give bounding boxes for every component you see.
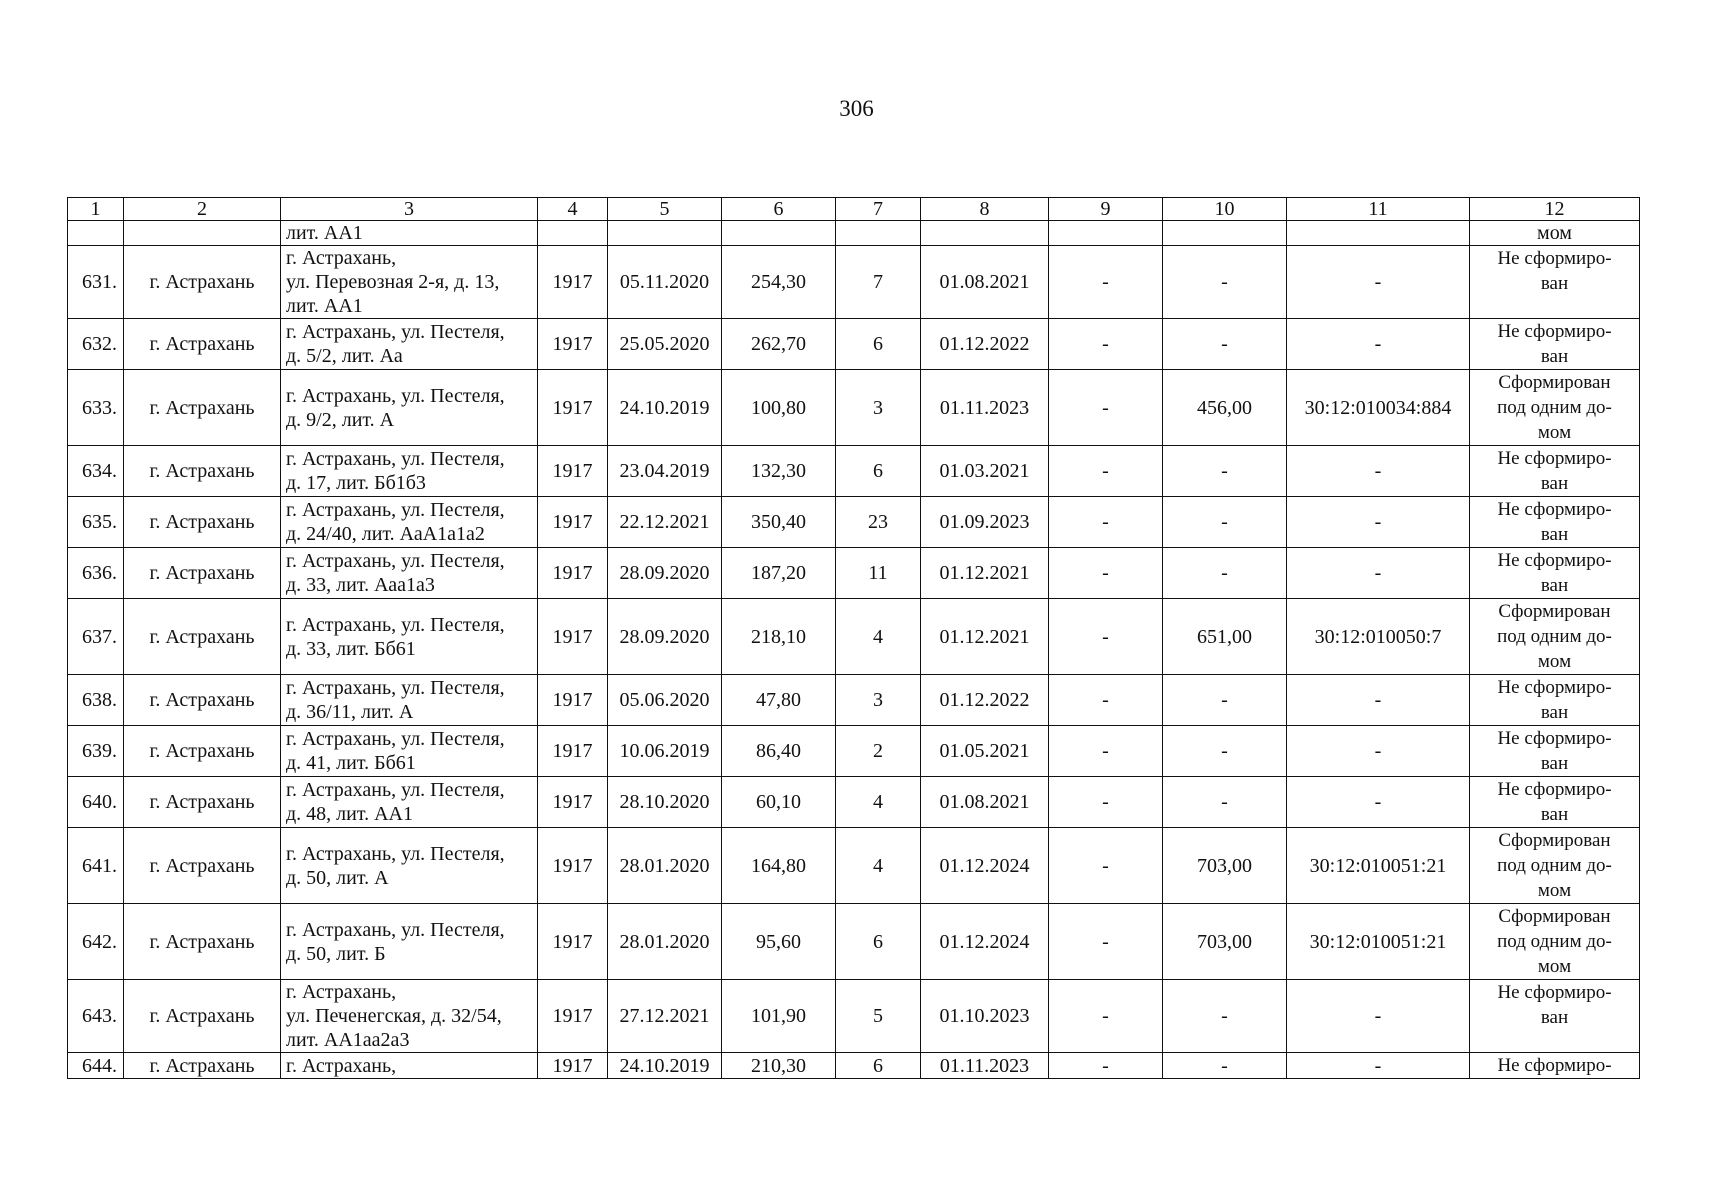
city-cell: г. Астрахань	[124, 497, 281, 548]
table-row	[68, 777, 1640, 828]
address-cell-line: д. 41, лит. Бб61	[286, 752, 416, 774]
table-row	[68, 599, 1640, 675]
deadline-cell: 01.11.2023	[921, 370, 1049, 446]
column-9-cell: -	[1049, 319, 1163, 370]
cadastral-number-cell: -	[1287, 497, 1470, 548]
address-cell-line: д. 33, лит. Ааа1а3	[286, 574, 435, 596]
table-row	[68, 497, 1640, 548]
row-number-cell: 640.	[68, 777, 124, 828]
year-cell: 1917	[538, 319, 608, 370]
status-cell-line: ван	[1540, 473, 1569, 494]
land-area-cell: -	[1163, 548, 1287, 599]
column-9-cell: -	[1049, 446, 1163, 497]
address-cell	[281, 726, 538, 777]
address-cell-line: г. Астрахань, ул. Пестеля,	[286, 918, 505, 941]
address-cell-line: лит. АА1	[286, 295, 363, 317]
status-cell-line: Сформирован	[1498, 601, 1611, 622]
count-cell: 11	[836, 548, 921, 599]
column-header: 7	[836, 198, 921, 221]
row-number-cell: 639.	[68, 726, 124, 777]
status-cell-line: ван	[1540, 575, 1569, 596]
status-cell-line: под одним до-	[1497, 397, 1612, 418]
year-cell: 1917	[538, 726, 608, 777]
column-number-row	[68, 198, 1640, 221]
address-cell	[281, 777, 538, 828]
table-row	[68, 828, 1640, 904]
row-number-cell: 641.	[68, 828, 124, 904]
count-cell: 6	[836, 319, 921, 370]
area-cell: 47,80	[722, 675, 836, 726]
status-cell-line: Не сформиро-	[1497, 1055, 1612, 1076]
year-cell: 1917	[538, 675, 608, 726]
status-cell-line: ван	[1540, 273, 1569, 294]
status-cell-line: ван	[1540, 346, 1569, 367]
table-row	[68, 980, 1640, 1053]
cadastral-number-cell: -	[1287, 777, 1470, 828]
city-cell: г. Астрахань	[124, 319, 281, 370]
address-cell-line: г. Астрахань, ул. Пестеля,	[286, 499, 505, 521]
address-cell-line: г. Астрахань,	[286, 981, 397, 1003]
address-cell-line: г. Астрахань, ул. Пестеля,	[286, 613, 505, 636]
year-cell: 1917	[538, 246, 608, 319]
deadline-cell: 01.12.2024	[921, 828, 1049, 904]
row-number-cell: 634.	[68, 446, 124, 497]
status-cell	[1470, 777, 1640, 828]
empty-cell	[921, 221, 1049, 246]
address-cell-line: д. 36/11, лит. А	[286, 701, 414, 723]
status-cell-line: Не сформиро-	[1497, 321, 1612, 342]
year-cell: 1917	[538, 828, 608, 904]
year-cell: 1917	[538, 1053, 608, 1079]
column-9-cell: -	[1049, 246, 1163, 319]
address-cell	[281, 904, 538, 980]
address-cell-line: г. Астрахань, ул. Пестеля,	[286, 448, 505, 470]
deadline-cell: 01.10.2023	[921, 980, 1049, 1053]
count-cell: 4	[836, 828, 921, 904]
deadline-cell: 01.12.2022	[921, 319, 1049, 370]
cadastral-number-cell: 30:12:010050:7	[1287, 599, 1470, 675]
deadline-cell: 01.05.2021	[921, 726, 1049, 777]
cadastral-number-cell: 30:12:010051:21	[1287, 904, 1470, 980]
address-cell-line: ул. Печенегская, д. 32/54,	[286, 1005, 502, 1027]
table-row	[68, 1053, 1640, 1079]
address-cell	[281, 319, 538, 370]
area-cell: 254,30	[722, 246, 836, 319]
status-cell	[1470, 828, 1640, 904]
row-number-cell: 635.	[68, 497, 124, 548]
status-cell-line: ван	[1540, 702, 1569, 723]
status-cell	[1470, 370, 1640, 446]
column-header: 10	[1163, 198, 1287, 221]
empty-cell	[1163, 221, 1287, 246]
address-cell	[281, 548, 538, 599]
count-cell: 6	[836, 1053, 921, 1079]
year-cell: 1917	[538, 497, 608, 548]
count-cell: 3	[836, 675, 921, 726]
area-cell: 210,30	[722, 1053, 836, 1079]
land-area-cell: -	[1163, 497, 1287, 548]
date-cell: 27.12.2021	[608, 980, 722, 1053]
date-cell: 28.01.2020	[608, 904, 722, 980]
city-cell: г. Астрахань	[124, 828, 281, 904]
date-cell: 24.10.2019	[608, 1053, 722, 1079]
deadline-cell: 01.11.2023	[921, 1053, 1049, 1079]
column-header: 4	[538, 198, 608, 221]
cadastral-number-cell: -	[1287, 246, 1470, 319]
address-cell-line: д. 33, лит. Бб61	[286, 637, 416, 660]
status-cell-line: Не сформиро-	[1497, 448, 1612, 469]
row-number-cell: 632.	[68, 319, 124, 370]
date-cell: 22.12.2021	[608, 497, 722, 548]
city-cell: г. Астрахань	[124, 446, 281, 497]
address-cell	[281, 675, 538, 726]
address-cell-line: лит. АА1аа2а3	[286, 1029, 410, 1051]
land-area-cell: 703,00	[1163, 828, 1287, 904]
row-number-cell: 631.	[68, 246, 124, 319]
status-cell	[1470, 726, 1640, 777]
status-cell	[1470, 980, 1640, 1053]
table-row	[68, 904, 1640, 980]
date-cell: 28.09.2020	[608, 548, 722, 599]
table-row	[68, 675, 1640, 726]
table-body	[68, 198, 1640, 1079]
area-cell: 101,90	[722, 980, 836, 1053]
empty-cell	[68, 221, 124, 246]
row-number-cell: 636.	[68, 548, 124, 599]
city-cell: г. Астрахань	[124, 548, 281, 599]
city-cell: г. Астрахань	[124, 980, 281, 1053]
land-area-cell: -	[1163, 675, 1287, 726]
count-cell: 3	[836, 370, 921, 446]
empty-cell	[722, 221, 836, 246]
address-cell-line: д. 24/40, лит. АаА1а1а2	[286, 523, 485, 545]
city-cell: г. Астрахань	[124, 777, 281, 828]
table-row	[68, 370, 1640, 446]
cadastral-number-cell: -	[1287, 1053, 1470, 1079]
status-cell-line: мом	[1537, 880, 1572, 901]
column-9-cell: -	[1049, 726, 1163, 777]
empty-cell	[124, 221, 281, 246]
column-header: 3	[281, 198, 538, 221]
column-header: 9	[1049, 198, 1163, 221]
table-row	[68, 726, 1640, 777]
deadline-cell: 01.03.2021	[921, 446, 1049, 497]
empty-cell	[1049, 221, 1163, 246]
address-cell-line: ул. Перевозная 2-я, д. 13,	[286, 271, 500, 293]
deadline-cell: 01.08.2021	[921, 777, 1049, 828]
count-cell: 7	[836, 246, 921, 319]
cadastral-number-cell: -	[1287, 675, 1470, 726]
status-cell	[1470, 599, 1640, 675]
row-number-cell: 643.	[68, 980, 124, 1053]
column-9-cell: -	[1049, 675, 1163, 726]
city-cell: г. Астрахань	[124, 675, 281, 726]
date-cell: 05.11.2020	[608, 246, 722, 319]
year-cell: 1917	[538, 548, 608, 599]
column-9-cell: -	[1049, 980, 1163, 1053]
column-header: 11	[1287, 198, 1470, 221]
address-cell-line: г. Астрахань, ул. Пестеля,	[286, 779, 505, 801]
status-cell-line: мом	[1537, 651, 1572, 672]
deadline-cell: 01.12.2021	[921, 599, 1049, 675]
row-number-cell: 644.	[68, 1053, 124, 1079]
address-cell-line: д. 5/2, лит. Аа	[286, 345, 403, 367]
status-cell-line: Не сформиро-	[1497, 982, 1612, 1003]
status-cell-line: ван	[1540, 753, 1569, 774]
address-cell	[281, 828, 538, 904]
column-9-cell: -	[1049, 777, 1163, 828]
year-cell: 1917	[538, 446, 608, 497]
status-cell-line: ван	[1540, 524, 1569, 545]
address-cell	[281, 980, 538, 1053]
empty-cell	[538, 221, 608, 246]
land-area-cell: -	[1163, 726, 1287, 777]
status-cell	[1470, 246, 1640, 319]
cadastral-number-cell: -	[1287, 726, 1470, 777]
page-number: 306	[839, 96, 874, 121]
count-cell: 2	[836, 726, 921, 777]
address-cell-line: г. Астрахань, ул. Пестеля,	[286, 728, 505, 750]
deadline-cell: 01.09.2023	[921, 497, 1049, 548]
address-cell-line: д. 9/2, лит. А	[286, 408, 395, 431]
city-cell: г. Астрахань	[124, 599, 281, 675]
status-cell-line: под одним до-	[1497, 626, 1612, 647]
status-cell-line: Сформирован	[1498, 906, 1611, 927]
status-cell-line: мом	[1537, 956, 1572, 977]
date-cell: 05.06.2020	[608, 675, 722, 726]
city-cell: г. Астрахань	[124, 370, 281, 446]
area-cell: 262,70	[722, 319, 836, 370]
address-cell-line: д. 17, лит. Бб1б3	[286, 472, 426, 494]
status-cell	[1470, 1053, 1640, 1079]
address-cell	[281, 446, 538, 497]
column-9-cell: -	[1049, 904, 1163, 980]
status-cell	[1470, 446, 1640, 497]
deadline-cell: 01.12.2024	[921, 904, 1049, 980]
address-cell-line: г. Астрахань, ул. Пестеля,	[286, 550, 505, 572]
row-number-cell: 637.	[68, 599, 124, 675]
status-cell	[1470, 548, 1640, 599]
cadastral-number-cell: -	[1287, 980, 1470, 1053]
status-cell	[1470, 319, 1640, 370]
row-number-cell: 642.	[68, 904, 124, 980]
date-cell: 24.10.2019	[608, 370, 722, 446]
column-9-cell: -	[1049, 1053, 1163, 1079]
address-cell-line: д. 48, лит. АА1	[286, 803, 413, 825]
column-header: 8	[921, 198, 1049, 221]
table-row	[68, 246, 1640, 319]
column-9-cell: -	[1049, 828, 1163, 904]
count-cell: 4	[836, 599, 921, 675]
empty-cell	[836, 221, 921, 246]
count-cell: 6	[836, 446, 921, 497]
city-cell: г. Астрахань	[124, 1053, 281, 1079]
address-cell	[281, 497, 538, 548]
city-cell: г. Астрахань	[124, 726, 281, 777]
column-9-cell: -	[1049, 370, 1163, 446]
address-cell-line: г. Астрахань, ул. Пестеля,	[286, 842, 505, 865]
area-cell: 100,80	[722, 370, 836, 446]
column-header: 6	[722, 198, 836, 221]
area-cell: 187,20	[722, 548, 836, 599]
address-cell-line: г. Астрахань, ул. Пестеля,	[286, 321, 505, 343]
deadline-cell: 01.12.2021	[921, 548, 1049, 599]
count-cell: 6	[836, 904, 921, 980]
land-area-cell: -	[1163, 1053, 1287, 1079]
cadastral-number-cell: -	[1287, 319, 1470, 370]
status-cell-line: Не сформиро-	[1497, 499, 1612, 520]
row-number-cell: 633.	[68, 370, 124, 446]
status-cell	[1470, 675, 1640, 726]
date-cell: 25.05.2020	[608, 319, 722, 370]
count-cell: 23	[836, 497, 921, 548]
status-cell-line: Не сформиро-	[1497, 728, 1612, 749]
land-area-cell: 651,00	[1163, 599, 1287, 675]
status-cell-line: Не сформиро-	[1497, 248, 1612, 269]
column-9-cell: -	[1049, 548, 1163, 599]
year-cell: 1917	[538, 599, 608, 675]
deadline-cell: 01.08.2021	[921, 246, 1049, 319]
table-row	[68, 548, 1640, 599]
land-area-cell: -	[1163, 319, 1287, 370]
column-9-cell: -	[1049, 599, 1163, 675]
land-area-cell: 456,00	[1163, 370, 1287, 446]
address-cell	[281, 370, 538, 446]
status-cell	[1470, 904, 1640, 980]
table-row	[68, 319, 1640, 370]
status-cell-line: мом	[1537, 422, 1572, 443]
land-area-cell: 703,00	[1163, 904, 1287, 980]
land-area-cell: -	[1163, 980, 1287, 1053]
empty-cell	[1287, 221, 1470, 246]
land-area-cell: -	[1163, 777, 1287, 828]
column-header: 5	[608, 198, 722, 221]
continuation-row	[68, 221, 1640, 246]
column-header: 12	[1470, 198, 1640, 221]
registry-table	[67, 197, 1640, 1079]
count-cell: 5	[836, 980, 921, 1053]
address-cell	[281, 599, 538, 675]
year-cell: 1917	[538, 370, 608, 446]
status-cell-line: ван	[1540, 1007, 1569, 1028]
area-cell: 60,10	[722, 777, 836, 828]
table-row	[68, 446, 1640, 497]
area-cell: 132,30	[722, 446, 836, 497]
empty-cell	[608, 221, 722, 246]
address-cell-line: д. 50, лит. А	[286, 866, 389, 889]
address-cell: лит. АА1	[281, 221, 538, 246]
status-cell-line: Не сформиро-	[1497, 550, 1612, 571]
date-cell: 10.06.2019	[608, 726, 722, 777]
column-header: 1	[68, 198, 124, 221]
city-cell: г. Астрахань	[124, 904, 281, 980]
status-cell-line: Не сформиро-	[1497, 677, 1612, 698]
status-cell-line: под одним до-	[1497, 855, 1612, 876]
address-cell-line: г. Астрахань,	[286, 1054, 397, 1077]
address-cell	[281, 246, 538, 319]
cadastral-number-cell: -	[1287, 548, 1470, 599]
address-cell-line: д. 50, лит. Б	[286, 942, 386, 965]
date-cell: 28.10.2020	[608, 777, 722, 828]
year-cell: 1917	[538, 980, 608, 1053]
column-header: 2	[124, 198, 281, 221]
area-cell: 86,40	[722, 726, 836, 777]
address-cell-line: г. Астрахань,	[286, 247, 397, 269]
date-cell: 28.09.2020	[608, 599, 722, 675]
land-area-cell: -	[1163, 446, 1287, 497]
row-number-cell: 638.	[68, 675, 124, 726]
status-cell: мом	[1470, 221, 1640, 246]
date-cell: 23.04.2019	[608, 446, 722, 497]
area-cell: 218,10	[722, 599, 836, 675]
deadline-cell: 01.12.2022	[921, 675, 1049, 726]
date-cell: 28.01.2020	[608, 828, 722, 904]
status-cell-line: под одним до-	[1497, 931, 1612, 952]
year-cell: 1917	[538, 777, 608, 828]
city-cell: г. Астрахань	[124, 246, 281, 319]
address-cell-line: г. Астрахань, ул. Пестеля,	[286, 384, 505, 407]
status-cell	[1470, 497, 1640, 548]
area-cell: 350,40	[722, 497, 836, 548]
column-9-cell: -	[1049, 497, 1163, 548]
area-cell: 164,80	[722, 828, 836, 904]
land-area-cell: -	[1163, 246, 1287, 319]
count-cell: 4	[836, 777, 921, 828]
cadastral-number-cell: -	[1287, 446, 1470, 497]
year-cell: 1917	[538, 904, 608, 980]
status-cell-line: Сформирован	[1498, 372, 1611, 393]
address-cell	[281, 1053, 538, 1079]
status-cell-line: Сформирован	[1498, 830, 1611, 851]
cadastral-number-cell: 30:12:010051:21	[1287, 828, 1470, 904]
cadastral-number-cell: 30:12:010034:884	[1287, 370, 1470, 446]
status-cell-line: ван	[1540, 804, 1569, 825]
address-cell-line: г. Астрахань, ул. Пестеля,	[286, 677, 505, 699]
area-cell: 95,60	[722, 904, 836, 980]
status-cell-line: Не сформиро-	[1497, 779, 1612, 800]
